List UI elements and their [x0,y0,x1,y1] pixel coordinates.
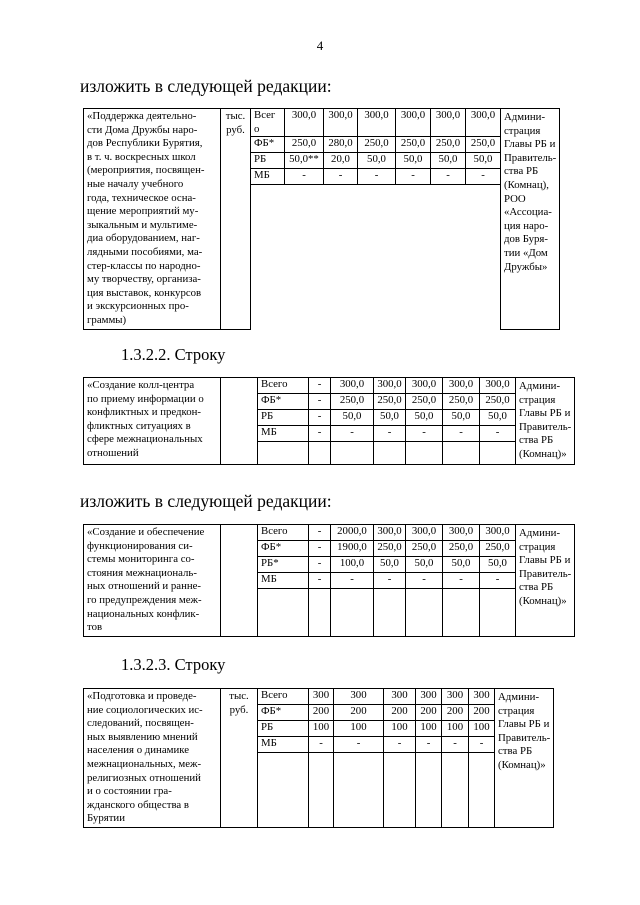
text-line: сфере межнациональных [87,433,203,446]
funding-source: ФБ* [258,394,309,410]
amount-cell: - [466,169,501,185]
measure-description [84,109,221,330]
amount-cell: 50,0 [480,557,516,573]
unit-cell [221,378,258,465]
text-line: ция выставок, конкурсов [87,286,202,299]
page-number: 4 [316,38,324,53]
text-line: сти Дома Дружбы наро- [87,123,198,136]
amount-cell: - [443,426,480,442]
text-line: руб. [226,123,245,136]
text-line: национальных конфлик- [87,607,200,620]
amount-cell: 300,0 [396,109,431,137]
text-line: «Подготовка и проведе- [87,690,197,702]
measure-description [84,378,221,465]
text-line: (Комнац), [504,178,549,191]
responsible-organization [501,109,560,330]
amount-cell: 300,0 [480,378,516,394]
text-line: дов Республики Бурятия, [87,137,203,150]
text-line: Админи- [504,111,546,123]
amount-cell: 2000,0 [331,525,374,541]
amount-cell: - [309,525,331,541]
text-line: «Ассоциа- [504,206,552,219]
text-line: тыс. [225,110,246,122]
amount-cell: 50,0 [358,153,396,169]
program-table-2 [83,377,575,465]
amount-cell: - [309,426,331,442]
amount-cell: 50,0 [406,410,443,426]
amount-cell: 100 [309,721,334,737]
amount-cell: 250,0 [480,394,516,410]
text-line: тов [87,621,103,634]
funding-source: ФБ* [251,137,285,153]
text-line: ства РБ [519,581,554,594]
amount-cell: 300,0 [406,525,443,541]
amount-cell: - [285,169,324,185]
text-line: следований, посвящен- [87,717,194,730]
text-line: ства РБ [498,745,533,758]
program-table-3 [83,524,575,637]
program-table-1 [83,108,560,330]
amount-cell: - [384,737,416,753]
amount-cell: 50,0 [406,557,443,573]
amount-cell: 200 [384,705,416,721]
program-table-4 [83,688,554,828]
amount-cell: 50,0 [331,410,374,426]
text-line: «Создание и обеспечение [87,526,205,538]
amount-cell: 1900,0 [331,541,374,557]
text-line: года, техническое осна- [87,191,196,204]
amount-cell: - [374,573,406,589]
text-line: «Поддержка деятельно- [87,110,197,122]
amount-cell: 300,0 [374,525,406,541]
unit-cell [221,109,251,330]
text-line: населения о динамике [87,744,190,757]
amount-cell: 20,0 [324,153,358,169]
amount-cell: 200 [334,705,384,721]
text-line: Правитель- [519,420,572,433]
amount-cell: 250,0 [443,541,480,557]
text-line: Правитель- [504,151,557,164]
amount-cell: - [309,410,331,426]
amount-cell: 50,0 [374,410,406,426]
text-line: отношений [87,446,139,459]
funding-source: Всего [258,525,309,541]
amount-cell: 250,0 [396,137,431,153]
text-line: тии «Дом [504,246,548,259]
text-line: диа оборудованием, наг- [87,232,200,245]
funding-source: РБ [258,410,309,426]
amount-cell: - [334,737,384,753]
measure-description [84,689,221,828]
amount-cell: - [480,573,516,589]
funding-source: МБ [251,169,285,185]
text-line: зыкальным и мультиме- [87,218,198,231]
text-line: (Комнац)» [498,758,546,771]
text-line: и экскурсионных про- [87,300,189,313]
funding-source: Всег о [251,109,285,137]
text-line: ные началу учебного [87,177,184,190]
amount-cell: 300 [416,689,442,705]
amount-cell: 200 [442,705,469,721]
amount-cell: 100,0 [331,557,374,573]
text-line: Главы РБ и [504,138,556,151]
text-line: Правитель- [498,731,551,744]
text-line: ных выявлению мнений [87,730,198,743]
text-line: межнациональных, меж- [87,757,202,770]
amount-cell: 300 [309,689,334,705]
amount-cell: 250,0 [358,137,396,153]
amount-cell: 300,0 [285,109,324,137]
amount-cell: 300 [384,689,416,705]
amount-cell: - [309,737,334,753]
text-line: ние социологических ис- [87,703,203,716]
amount-cell: 50,0** [285,153,324,169]
amount-cell: 200 [309,705,334,721]
text-line: руб. [229,703,249,716]
text-line: Бурятии [87,812,125,825]
text-line: Дружбы» [504,260,548,273]
text-line: Админи- [519,380,561,392]
amount-cell: - [406,573,443,589]
amount-cell: 250,0 [374,541,406,557]
amount-cell: 250,0 [331,394,374,410]
amount-cell: 100 [416,721,442,737]
text-line: лядными пособиями, ма- [87,245,203,258]
text-line: ства РБ [504,165,539,178]
amount-cell: 300,0 [431,109,466,137]
amount-cell: - [309,573,331,589]
heading-new-edition-2: изложить в следующей редакции: [80,491,332,511]
table-row [84,689,554,705]
amount-cell: 250,0 [466,137,501,153]
table-row [84,378,575,394]
amount-cell: 250,0 [406,541,443,557]
amount-cell: - [309,557,331,573]
amount-cell: - [309,394,331,410]
text-line: функционирования си- [87,539,193,552]
amount-cell: 250,0 [374,394,406,410]
text-line: жданского общества в [87,798,189,811]
amount-cell: 300 [334,689,384,705]
amount-cell: 300,0 [406,378,443,394]
amount-cell: 100 [334,721,384,737]
amount-cell: - [396,169,431,185]
amount-cell: 300,0 [374,378,406,394]
unit-cell [221,525,258,637]
unit-cell [221,689,258,828]
amount-cell: 50,0 [443,410,480,426]
measure-description [84,525,221,637]
text-line: Админи- [498,691,540,703]
amount-cell: 300,0 [358,109,396,137]
amount-cell: 300 [442,689,469,705]
text-line: Админи- [519,527,561,539]
amount-cell: - [442,737,469,753]
responsible-organization [516,525,575,637]
text-line: Главы РБ и [519,407,571,420]
amount-cell: - [324,169,358,185]
text-line: (Комнац)» [519,447,567,460]
amount-cell: 50,0 [396,153,431,169]
text-line: конфликтных и предкон- [87,406,201,419]
text-line: Главы РБ и [519,554,571,567]
funding-source: МБ [258,573,309,589]
amount-cell: 250,0 [480,541,516,557]
text-line: граммы) [87,313,127,326]
amount-cell: 300,0 [443,378,480,394]
text-line: страция [519,540,556,553]
funding-source: ФБ* [258,705,309,721]
amount-cell: 300,0 [324,109,358,137]
responsible-organization [516,378,575,465]
amount-cell: - [431,169,466,185]
text-line: тыс. [229,690,249,702]
amount-cell: - [309,541,331,557]
text-line: му творчеству, организа- [87,273,201,286]
table-row [84,525,575,541]
text-line: стемы мониторинга со- [87,553,195,566]
amount-cell: - [480,426,516,442]
amount-cell: 50,0 [466,153,501,169]
amount-cell: - [331,426,374,442]
amount-cell: - [309,378,331,394]
amount-cell: - [374,426,406,442]
text-line: ства РБ [519,434,554,447]
funding-source: Всего [258,689,309,705]
funding-source: РБ [251,153,285,169]
text-line: Правитель- [519,567,572,580]
text-line: (мероприятия, посвящен- [87,164,205,177]
funding-source: Всего [258,378,309,394]
text-line: «Создание колл-центра [87,379,195,391]
responsible-organization [495,689,554,828]
text-line: страция [504,124,541,137]
amount-cell: - [406,426,443,442]
text-line: дов Буря- [504,233,548,246]
text-line: религиозных отношений [87,771,201,784]
text-line: Главы РБ и [498,718,550,731]
amount-cell: 50,0 [431,153,466,169]
amount-cell: 300,0 [480,525,516,541]
text-line: РОО [504,192,526,205]
amount-cell: 250,0 [431,137,466,153]
text-line: страция [498,704,535,717]
text-line: ция наро- [504,219,549,232]
amount-cell: - [416,737,442,753]
amount-cell: 300 [469,689,495,705]
text-line: страция [519,393,556,406]
text-line: и о состоянии гра- [87,785,172,798]
funding-source: ФБ* [258,541,309,557]
amount-cell: 250,0 [285,137,324,153]
text-line: (Комнац)» [519,594,567,607]
amount-cell: 50,0 [443,557,480,573]
text-line: в т. ч. воскресных школ [87,150,196,163]
funding-source: МБ [258,426,309,442]
amount-cell: - [331,573,374,589]
heading-new-edition-1: изложить в следующей редакции: [80,76,332,96]
amount-cell: 280,0 [324,137,358,153]
funding-source: РБ [258,721,309,737]
amount-cell: 100 [384,721,416,737]
amount-cell: 250,0 [406,394,443,410]
subsection-1-3-2-3: 1.3.2.3. Строку [121,655,226,674]
amount-cell: 200 [416,705,442,721]
amount-cell: 300,0 [331,378,374,394]
amount-cell: 200 [469,705,495,721]
text-line: стер-классы по народно- [87,259,201,272]
text-line: ных отношений и ранне- [87,580,202,593]
text-line: по приему информации о [87,392,204,405]
amount-cell: - [469,737,495,753]
text-line: фликтных ситуациях в [87,419,191,432]
funding-source: МБ [258,737,309,753]
text-line: щение мероприятий му- [87,205,199,218]
text-line: го предупреждения меж- [87,593,202,606]
table-row [84,109,560,137]
amount-cell: 250,0 [443,394,480,410]
text-line: стояния межнациональ- [87,566,197,579]
funding-source: РБ* [258,557,309,573]
amount-cell: 300,0 [466,109,501,137]
amount-cell: 50,0 [480,410,516,426]
subsection-1-3-2-2: 1.3.2.2. Строку [121,345,226,364]
amount-cell: 300,0 [443,525,480,541]
amount-cell: - [443,573,480,589]
amount-cell: 100 [469,721,495,737]
amount-cell: 50,0 [374,557,406,573]
amount-cell: 100 [442,721,469,737]
amount-cell: - [358,169,396,185]
